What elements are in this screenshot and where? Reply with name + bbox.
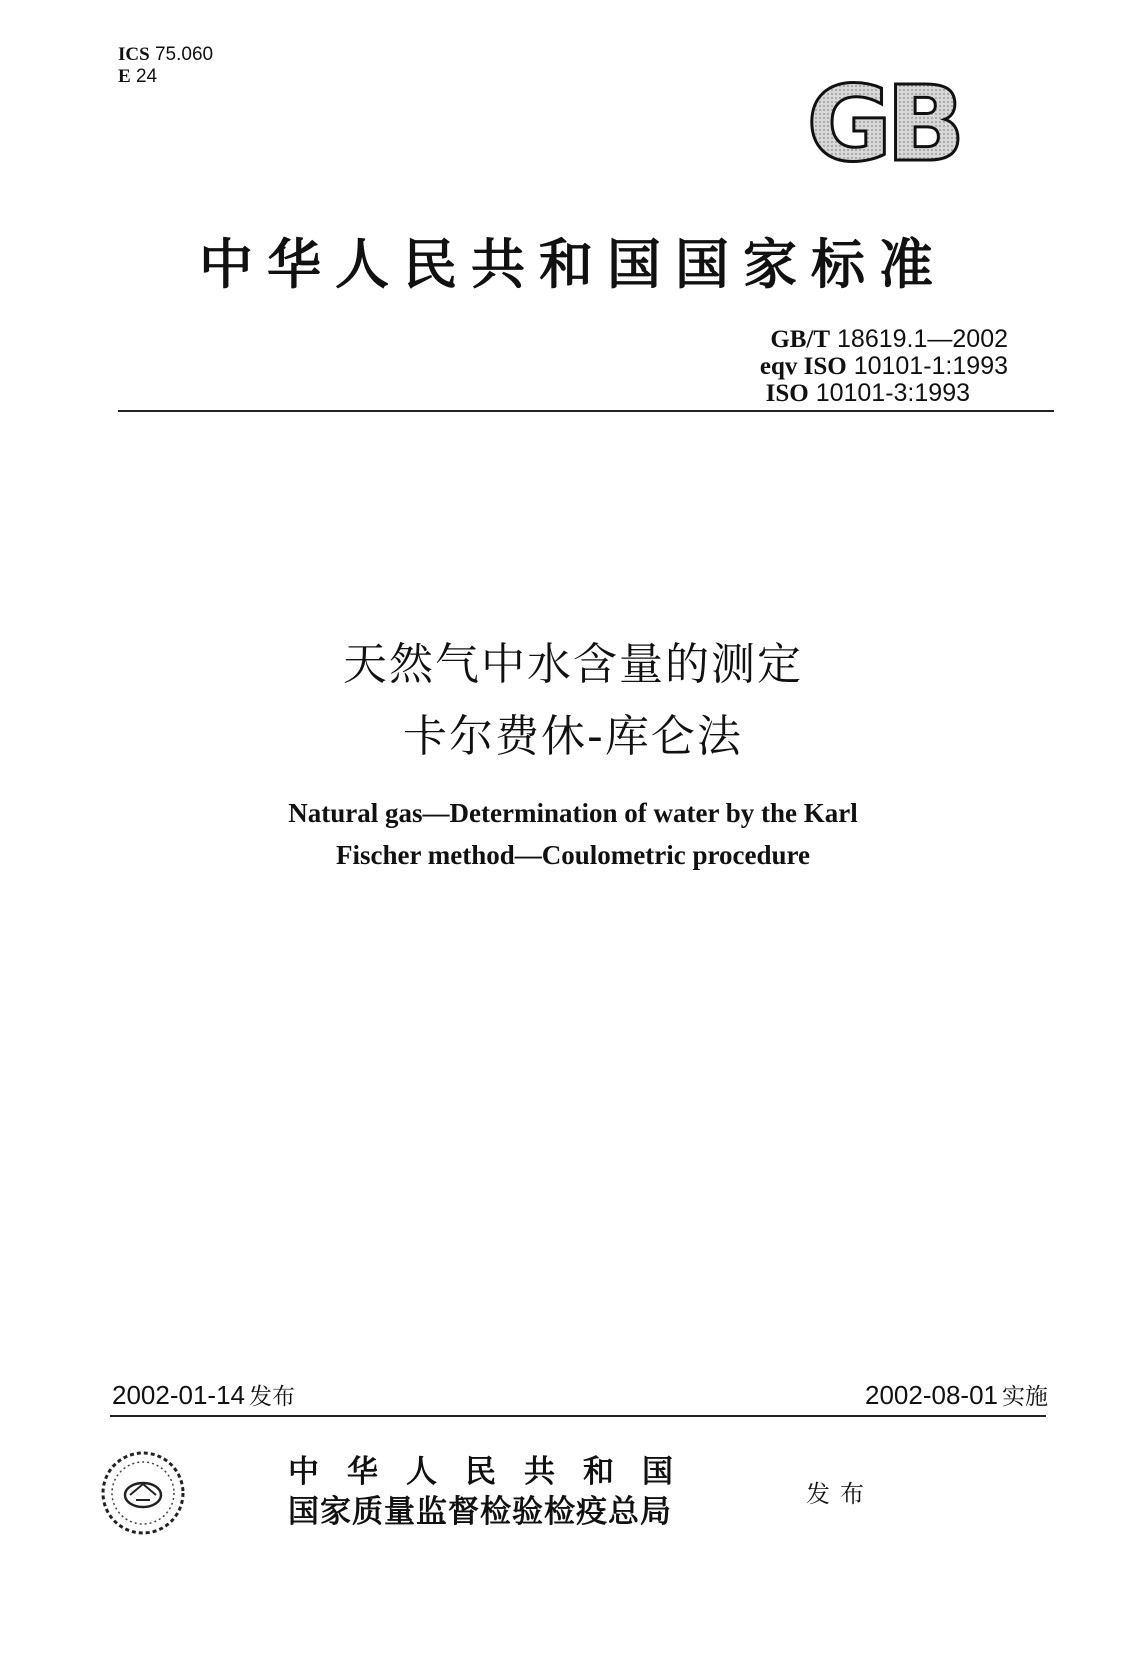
standard-numbers (760, 326, 1008, 407)
e-code (118, 66, 213, 88)
implement-date: 2002-08-01 (865, 1380, 998, 1410)
iso-code: ISO (765, 380, 809, 407)
implement-date-block (865, 1378, 1048, 1411)
e-value: 24 (135, 66, 158, 87)
gb-number: 18619.1—2002 (837, 325, 1008, 353)
eqv-number: 10101-1:1993 (853, 352, 1008, 380)
issue-date-block (112, 1378, 295, 1411)
iso-number-row (760, 380, 1008, 407)
implement-label: 实施 (1002, 1384, 1048, 1410)
gb-number-row (760, 326, 1008, 353)
gb-logo-icon (778, 68, 988, 178)
iso-number: 10101-3:1993 (815, 379, 970, 407)
eqv-number-row (760, 353, 1008, 380)
title-cn-line1: 天然气中水含量的测定 (343, 639, 803, 690)
issuer-state: 中华人民共和国 (288, 1454, 701, 1490)
gb-code: GB/T (770, 326, 831, 353)
title-cn-line2: 卡尔费休-库仑法 (403, 711, 743, 762)
ics-value: 75.060 (154, 44, 214, 65)
issuing-organizations (288, 1452, 701, 1532)
footer-divider (110, 1415, 1046, 1417)
eqv-code: eqv ISO (759, 353, 847, 380)
issuer-administration: 国家质量监督检验检疫总局 (288, 1494, 672, 1530)
gb-logo-text: GB (806, 68, 960, 178)
classification-codes (118, 44, 213, 88)
issue-label: 发布 (249, 1384, 295, 1410)
e-label: E (118, 66, 131, 87)
issue-date: 2002-01-14 (112, 1380, 245, 1410)
standard-title: 中华人民共和国国家标准 (199, 233, 947, 296)
ics-label: ICS (118, 44, 150, 65)
ics-code (118, 44, 213, 66)
official-seal-icon (98, 1448, 188, 1538)
publish-label: 发布 (806, 1480, 874, 1508)
header-divider (118, 410, 1054, 412)
title-en-line2: Fischer method—Coulometric procedure (336, 840, 810, 870)
title-en-line1: Natural gas—Determination of water by the Karl (288, 798, 858, 828)
